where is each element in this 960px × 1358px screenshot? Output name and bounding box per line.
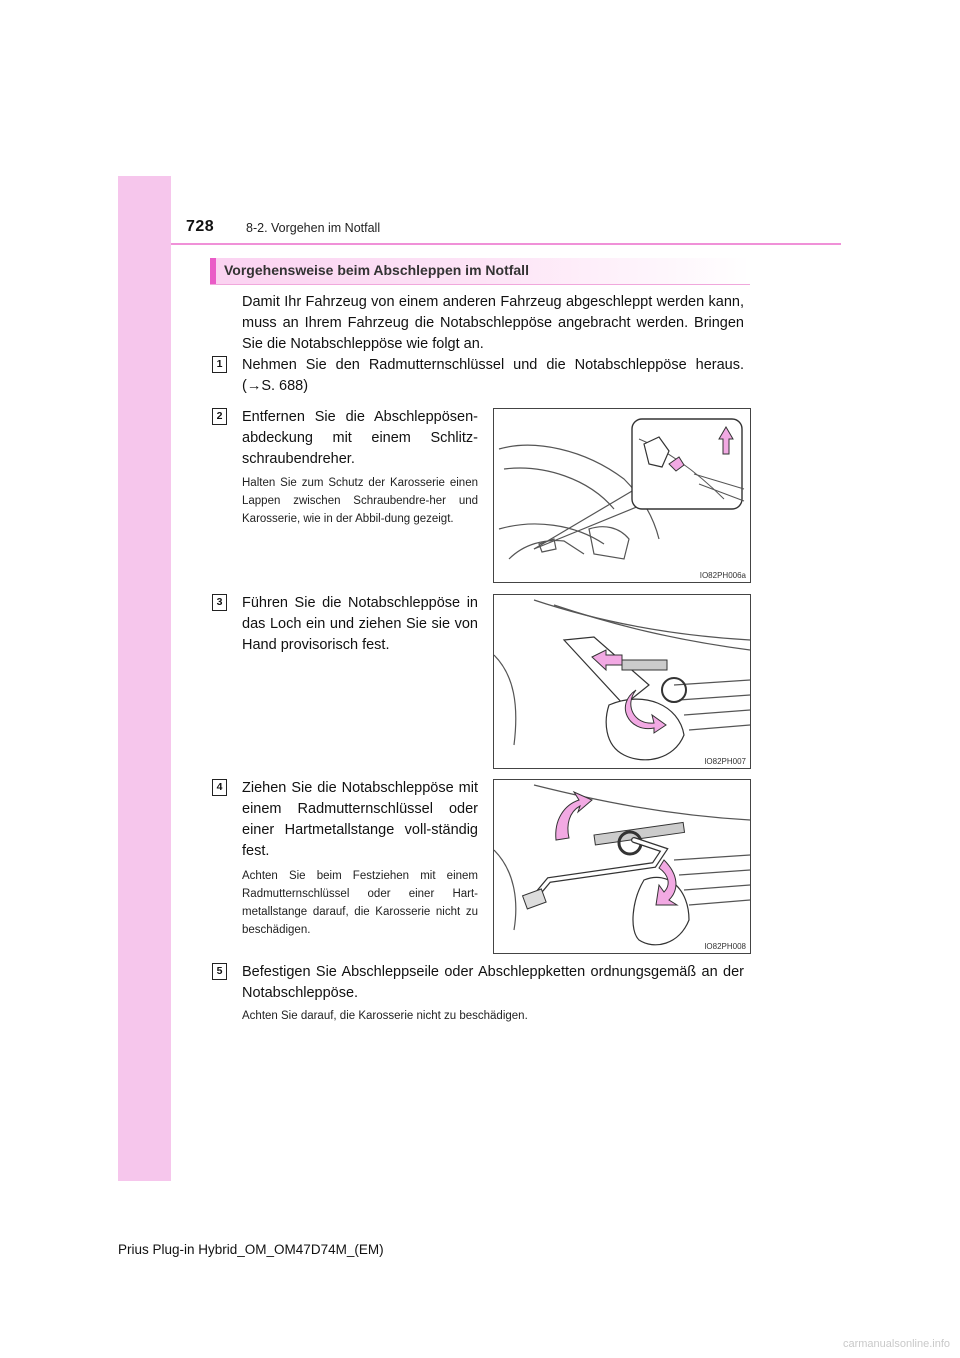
step-number: 1 xyxy=(212,356,227,373)
tow-hook xyxy=(622,660,667,670)
figure-insert-hook xyxy=(493,594,751,769)
figure-remove-cover xyxy=(493,408,751,583)
footer-document-id: Prius Plug-in Hybrid_OM_OM47D74M_(EM) xyxy=(118,1242,384,1257)
section-title: Vorgehensweise beim Abschleppen im Notfall xyxy=(224,262,529,278)
figure-code: IO82PH008 xyxy=(704,942,746,951)
figure-code: IO82PH006a xyxy=(699,571,746,580)
hook-insertion-illustration xyxy=(494,595,750,768)
step-number: 3 xyxy=(212,594,227,611)
page-number: 728 xyxy=(186,218,215,235)
section-title-bar xyxy=(210,258,750,285)
header-rule xyxy=(171,243,841,245)
step-text: Befestigen Sie Abschleppseile oder Abschleppketten ordnungsgemäß an der Notabschleppöse. xyxy=(242,964,744,1001)
hook-tightening-illustration xyxy=(494,780,750,953)
step-number: 4 xyxy=(212,779,227,796)
section-header: 8-2. Vorgehen im Notfall xyxy=(246,221,381,235)
step-text: Ziehen Sie die Notabschleppöse mit einem Radmutternschlüssel oder einer Hartmetallstange voll-ständig fest. xyxy=(242,780,478,859)
step-number: 5 xyxy=(212,963,227,980)
figure-tighten-hook xyxy=(493,779,751,954)
rotate-arrow-up-icon xyxy=(556,792,592,840)
intro-paragraph: Damit Ihr Fahrzeug von einem anderen Fahrzeug abgeschleppt werden kann, muss an Ihrem Fahrzeug die Notabschleppöse angebracht werden. Bringen Sie die Notabschleppöse wie folgt an. xyxy=(242,294,744,352)
step-text: Nehmen Sie den Radmutternschlüssel und die Notabschleppöse heraus. (→S. 688) xyxy=(242,357,744,394)
bumper-cover xyxy=(606,699,684,760)
step-note: Halten Sie zum Schutz der Karosserie einen Lappen zwischen Schraubendre-her und Karosserie, wie in der Abbil-dung gezeigt. xyxy=(242,477,478,525)
step-note: Achten Sie darauf, die Karosserie nicht zu beschädigen. xyxy=(242,1010,528,1022)
cover-removal-illustration xyxy=(494,409,750,582)
tow-hook-eye xyxy=(662,678,686,702)
sidebar-band xyxy=(118,176,171,1181)
watermark: carmanualsonline.info xyxy=(842,1338,950,1350)
step-text: Entfernen Sie die Abschleppösen-abdeckung mit einem Schlitz-schraubendreher. xyxy=(242,409,478,467)
step-text: Führen Sie die Notabschleppöse in das Loch ein und ziehen Sie sie von Hand provisorisch fest. xyxy=(242,595,478,653)
step-number: 2 xyxy=(212,408,227,425)
title-accent xyxy=(210,258,216,284)
step-note: Achten Sie beim Festziehen mit einem Radmutternschlüssel oder einer Hart-metallstange darauf, die Karosserie nicht zu beschädigen. xyxy=(242,870,478,936)
figure-code: IO82PH007 xyxy=(704,757,746,766)
